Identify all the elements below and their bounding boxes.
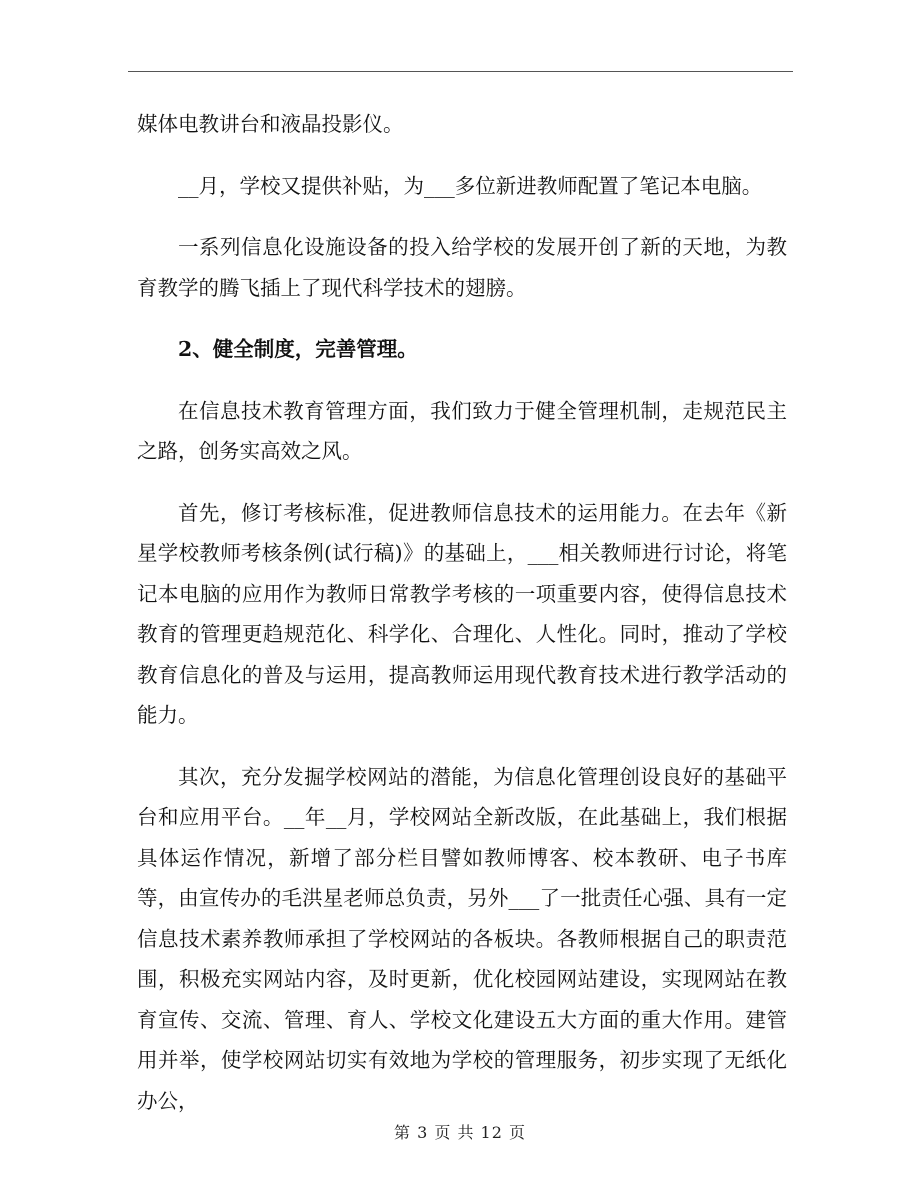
paragraph-6: 其次，充分发掘学校网站的潜能，为信息化管理创设良好的基础平台和应用平台。__年__月，学校网站全新改版，在此基础上，我们根据具体运作情况，新增了部分栏目譬如教师博客、校本教研、电子书库等，由宣传办的毛洪星老师总负责，另外___了一批责任心强、具有一定信息技术素养教师承担了学校网站的各板块。各教师根据自己的职责范围，积极充实网站内容，及时更新，优化校园网站建设，实现网站在教育宣传、交流、管理、育人、学校文化建设五大方面的重大作用。建管用并举，使学校网站切实有效地为学校的管理服务，初步实现了无纸化办公， [137, 764, 787, 1113]
section-heading: 2、健全制度，完善管理。 [178, 337, 418, 361]
paragraph-5: 首先，修订考核标准，促进教师信息技术的运用能力。在去年《新星学校教师考核条例(试行稿)》的基础上，___相关教师进行讨论，将笔记本电脑的应用作为教师日常教学考核的一项重要内容，使得信息技术教育的管理更趋规范化、科学化、合理化、人性化。同时，推动了学校教育信息化的普及与运用，提高教师运用现代教育技术进行教学活动的能力。 [137, 500, 787, 727]
paragraph-4: 在信息技术教育管理方面，我们致力于健全管理机制，走规范民主之路，创务实高效之风。 [137, 398, 787, 463]
header-rule [128, 71, 793, 72]
document-body [137, 104, 787, 1121]
paragraph-3: 一系列信息化设施设备的投入给学校的发展开创了新的天地，为教育教学的腾飞插上了现代科学技术的翅膀。 [137, 235, 787, 300]
page-number: 第 3 页 共 12 页 [394, 1123, 526, 1142]
paragraph-2: __月，学校又提供补贴，为___多位新进教师配置了笔记本电脑。 [178, 173, 763, 198]
paragraph-1: 媒体电教讲台和液晶投影仪。 [137, 112, 404, 136]
